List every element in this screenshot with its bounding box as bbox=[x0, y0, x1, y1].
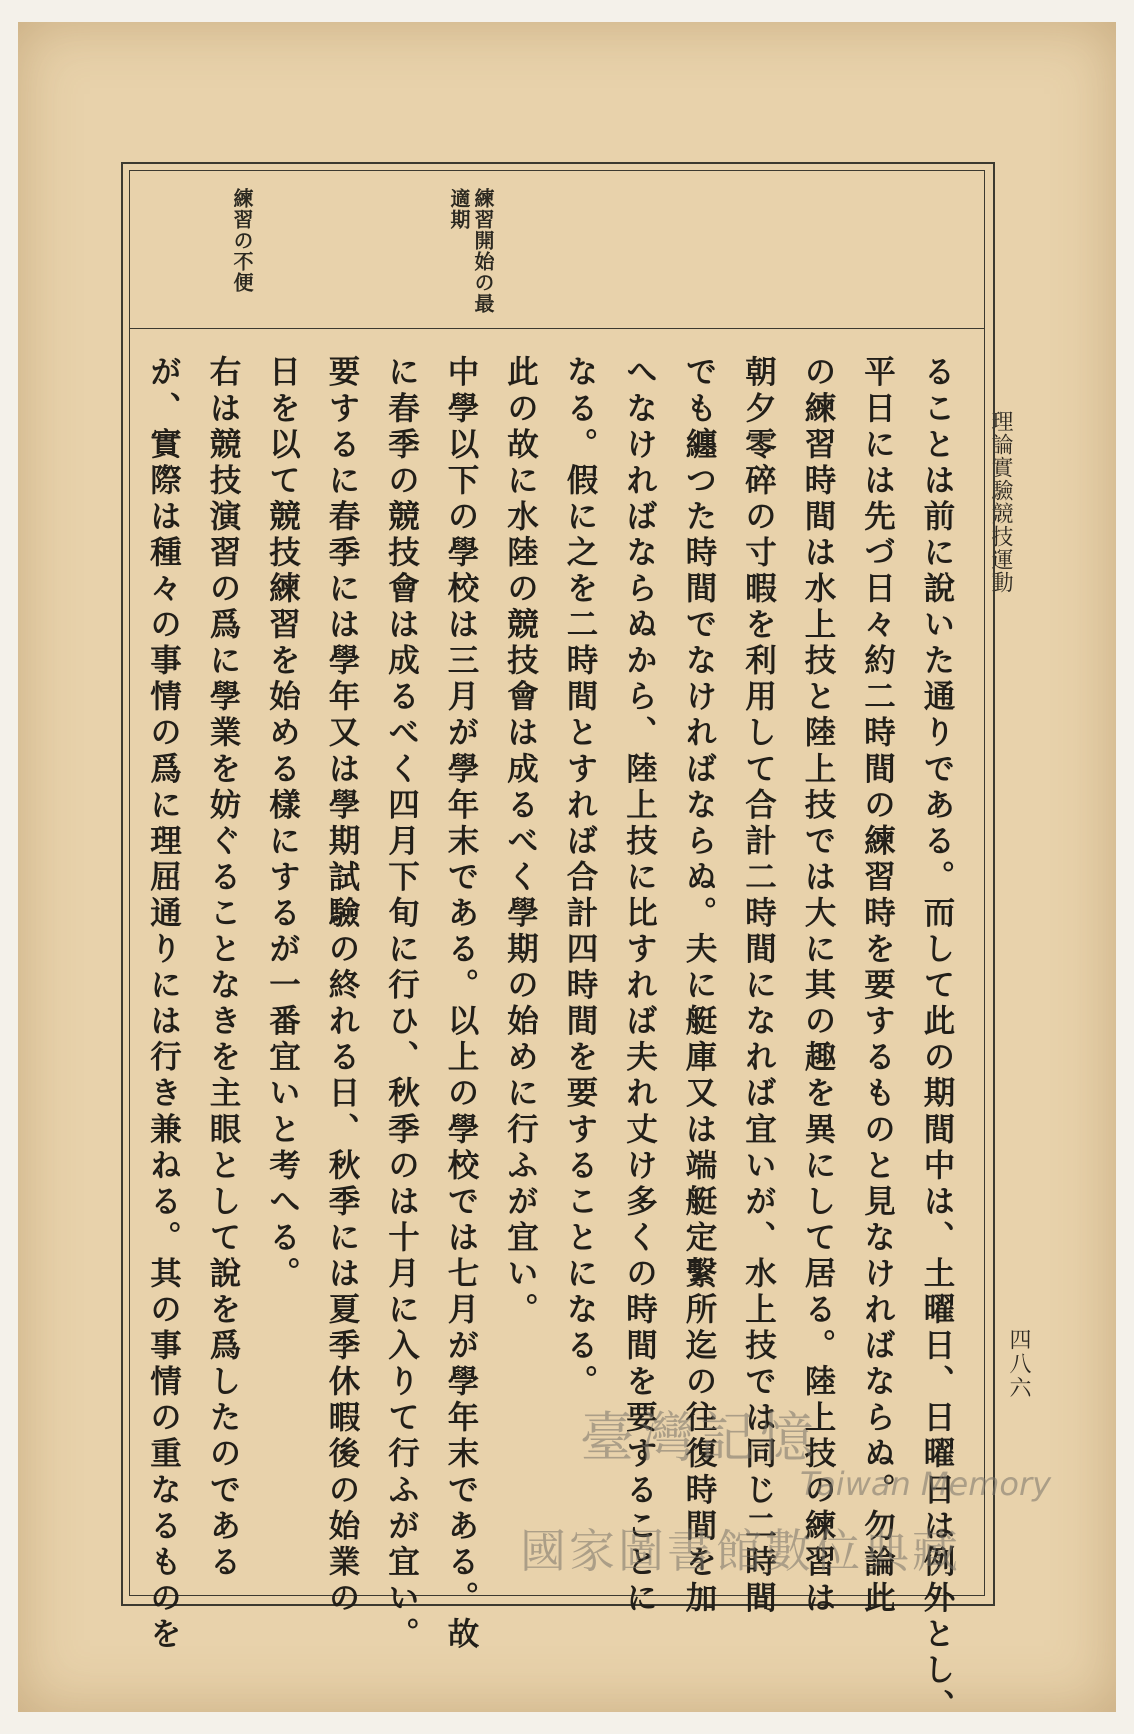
body-line: が、實際は種々の事情の爲に理屈通りには行き兼ねる。其の事情の重なるものを bbox=[145, 355, 183, 1653]
watermark-library: 國家圖書館數位典藏 bbox=[520, 1524, 961, 1578]
body-line: 中學以下の學校は三月が學年末である。以上の學校では七月が學年末である。故 bbox=[443, 355, 480, 1653]
body-line: へなければならぬから、陸上技に比すれば夫れ丈け多くの時間を要することに bbox=[621, 355, 659, 1617]
body-text bbox=[145, 355, 967, 1725]
body-line: ることは前に說いた通りである。而して此の期間中は、土曜日、日曜日は例外とし、 bbox=[919, 355, 956, 1725]
running-header: 理論實驗競技運動 bbox=[988, 410, 1013, 594]
body-line: 要するに春季には學年又は學期試驗の終れる日、秋季には夏季休暇後の始業の bbox=[324, 355, 361, 1617]
watermark-logo-text: 臺灣記憶 bbox=[580, 1406, 820, 1469]
body-line: 朝夕零碎の寸暇を利用して合計二時間になれば宜いが、水上技では同じ二時間 bbox=[740, 355, 778, 1617]
side-note-training-start: 練習開始の最 適期 bbox=[447, 188, 495, 314]
body-line: でも纏つた時間でなければならぬ。夫に艇庫又は端艇定繫所迄の往復時間を加 bbox=[681, 355, 718, 1617]
body-line: なる。假に之を二時間とすれば合計四時間を要することになる。 bbox=[562, 355, 599, 1401]
body-line: 此の故に水陸の競技會は成るべく學期の始めに行ふが宜い。 bbox=[502, 355, 540, 1329]
body-line: の練習時間は水上技と陸上技では大に其の趣を異にして居る。陸上技の練習は bbox=[800, 355, 837, 1617]
watermark-english: Taiwan Memory bbox=[800, 1465, 1052, 1503]
body-line: 日を以て競技練習を始める樣にするが一番宜いと考へる。 bbox=[264, 355, 302, 1293]
margin-note-rule bbox=[129, 328, 985, 329]
page-number: 四八六 bbox=[1006, 1328, 1031, 1400]
body-line: に春季の競技會は成るべく四月下旬に行ひ、秋季のは十月に入りて行ふが宜い。 bbox=[383, 355, 421, 1653]
body-line: 右は競技演習の爲に學業を妨ぐることなきを主眼として說を爲したのである bbox=[205, 355, 242, 1581]
side-note-training-inconvenience: 練習の不便 bbox=[230, 188, 254, 293]
body-line: 平日には先づ日々約二時間の練習時を要するものと見なければならぬ。勿論此 bbox=[859, 355, 897, 1617]
